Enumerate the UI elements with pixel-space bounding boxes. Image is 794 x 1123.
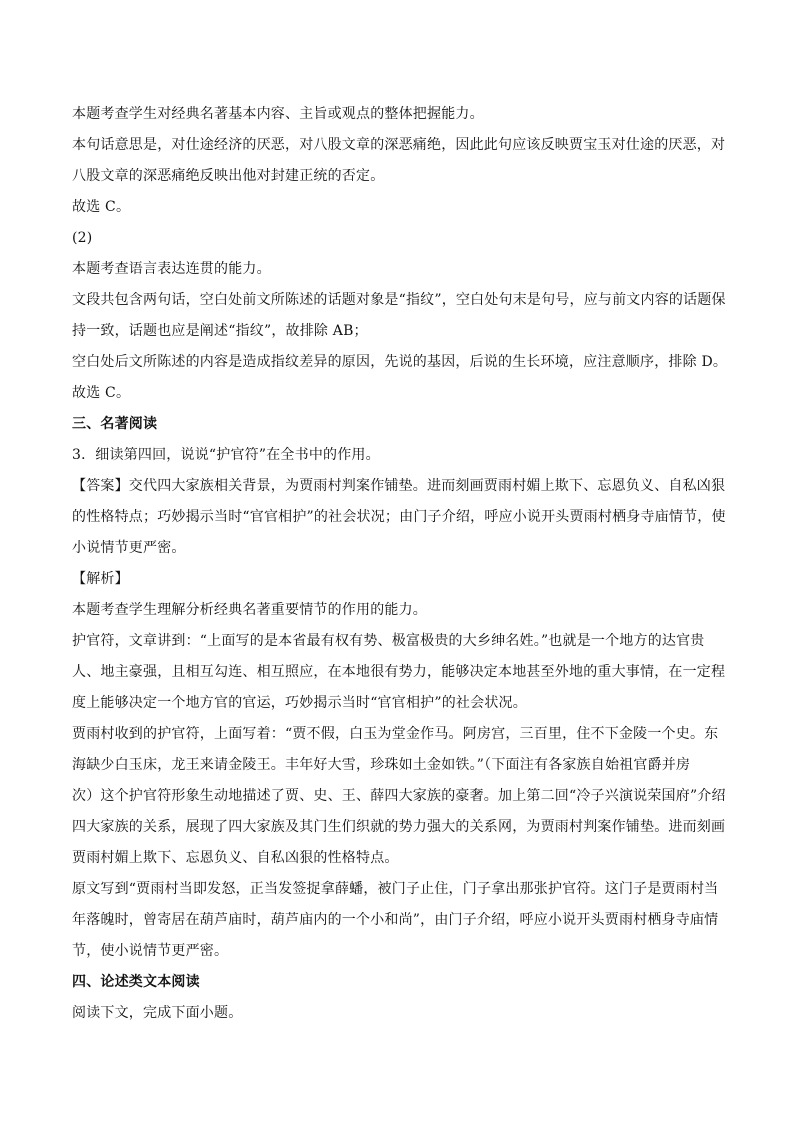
paragraph-line: 贾雨村媚上欺下、忘恩负义、自私凶狠的性格特点。 (72, 850, 399, 866)
answer-line: 故选 C。 (72, 385, 131, 401)
paragraph-line: 海缺少白玉床，龙王来请金陵王。丰年好大雪，珍珠如土金如铁。”（下面注有各家族自始祖官爵并房 (72, 757, 691, 773)
paragraph-line: 本题考查学生理解分析经典名著重要情节的作用的能力。 (72, 602, 427, 618)
paragraph-line: 文段共包含两句话，空白处前文所陈述的话题对象是“指纹”，空白处句末是句号，应与前文内容的话题保 (72, 292, 726, 308)
paragraph-line: 持一致，话题也应是阐述“指纹”，故排除 AB； (72, 323, 368, 339)
answer-paragraph-line: 小说情节更严密。 (72, 540, 186, 556)
answer-paragraph-line: 的性格特点；巧妙揭示当时“官官相护”的社会状况；由门子介绍，呼应小说开头贾雨村栖身寺庙情节，使 (72, 509, 726, 525)
subquestion-number: (2) (72, 230, 93, 246)
question-line: 3．细读第四回，说说“护官符”在全书中的作用。 (72, 447, 380, 463)
paragraph-line: 本句话意思是，对仕途经济的厌恶，对八股文章的深恶痛绝，因此此句应该反映贾宝玉对仕途的厌恶，对 (72, 137, 726, 153)
section-heading: 四、论述类文本阅读 (72, 974, 200, 990)
paragraph-line: 本题考查学生对经典名著基本内容、主旨或观点的整体把握能力。 (72, 106, 484, 122)
paragraph-line: 贾雨村收到的护官符，上面写着：“贾不假，白玉为堂金作马。阿房宫，三百里，住不下金陵一个史。东 (72, 726, 719, 742)
paragraph-line: 四大家族的关系，展现了四大家族及其门生们织就的势力强大的关系网，为贾雨村判案作铺垫。进而刻画 (72, 819, 726, 835)
paragraph-line: 人、地主豪强，且相互勾连、相互照应，在本地很有势力，能够决定本地甚至外地的重大事情，在一定程 (72, 664, 726, 680)
paragraph-line: 八股文章的深恶痛绝反映出他对封建正统的否定。 (72, 168, 385, 184)
paragraph-line: 本题考查语言表达连贯的能力。 (72, 261, 271, 277)
answer-paragraph-line: 【答案】交代四大家族相关背景，为贾雨村判案作铺垫。进而刻画贾雨村媚上欺下、忘恩负义、自私凶狠 (72, 478, 726, 494)
answer-line: 故选 C。 (72, 199, 131, 215)
paragraph-line: 次）这个护官符形象生动地描述了贾、史、王、薛四大家族的豪奢。加上第二回“冷子兴演说荣国府”介绍 (72, 788, 726, 804)
paragraph-line: 年落魄时，曾寄居在葫芦庙时，葫芦庙内的一个小和尚”，由门子介绍，呼应小说开头贾雨村栖身寺庙情 (72, 912, 719, 928)
paragraph-line: 空白处后文所陈述的内容是造成指纹差异的原因，先说的基因，后说的生长环境，应注意顺序，排除 D。 (72, 354, 728, 370)
paragraph-line: 护官符，文章讲到：“上面写的是本省最有权有势、极富极贵的大乡绅名姓。”也就是一个地方的达官贵 (72, 633, 705, 649)
section-heading: 三、名著阅读 (72, 416, 158, 432)
paragraph-line: 节，使小说情节更严密。 (72, 943, 229, 959)
document-page (72, 99, 728, 1029)
paragraph-line: 原文写到“贾雨村当即发怒，正当发签捉拿薛蟠，被门子止住，门子拿出那张护官符。这门子是贾雨村当 (72, 881, 719, 897)
analysis-label: 【解析】 (72, 571, 129, 587)
instruction-line: 阅读下文，完成下面小题。 (72, 1005, 243, 1021)
paragraph-line: 度上能够决定一个地方官的官运，巧妙揭示当时“官官相护”的社会状况。 (72, 695, 527, 711)
